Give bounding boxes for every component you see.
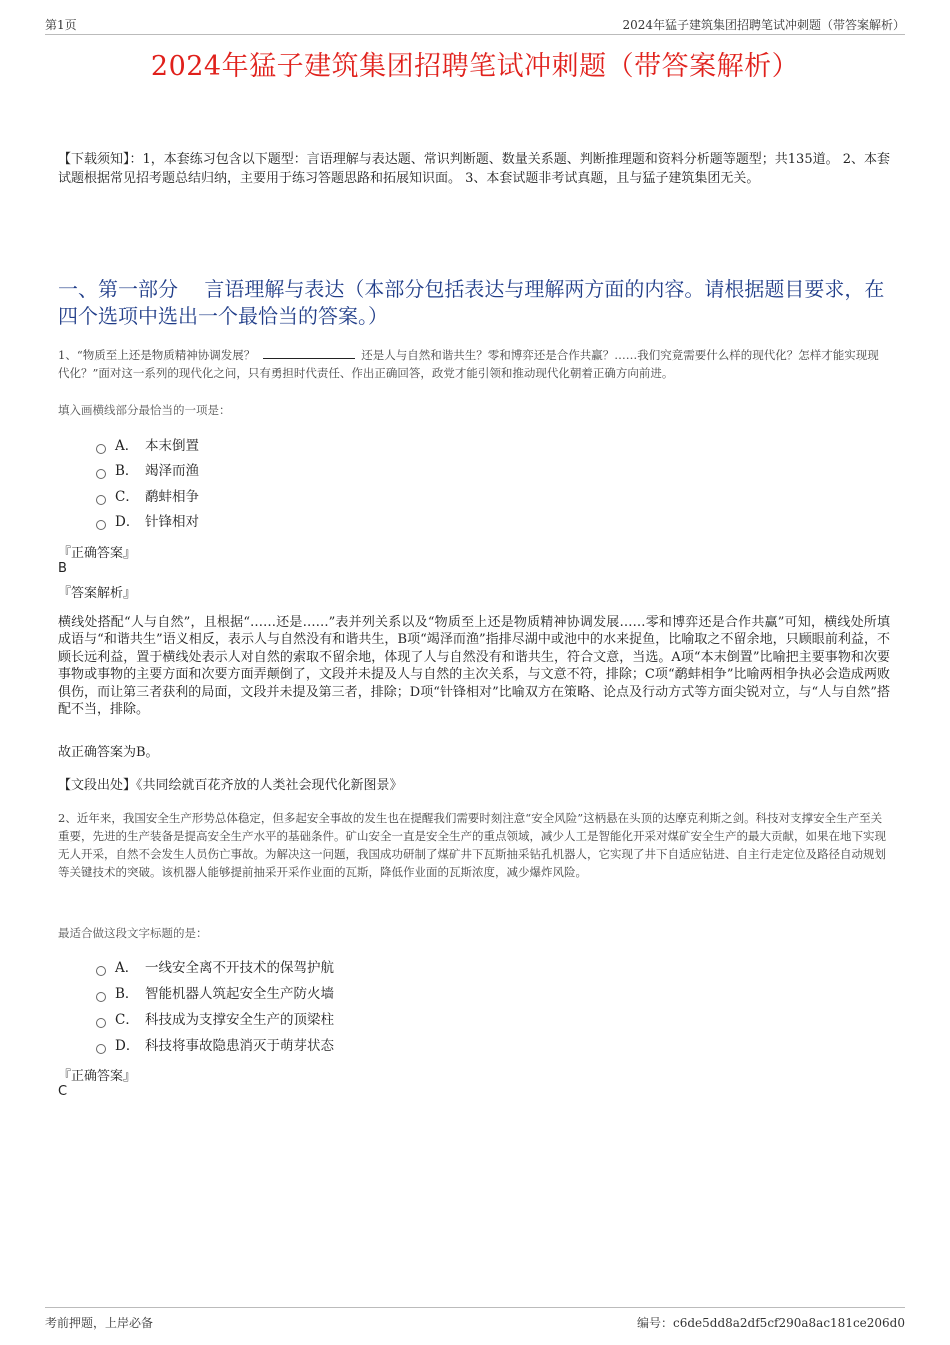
question-2-prompt: 最适合做这段文字标题的是： <box>58 926 208 940</box>
document-title: 2024年猛子建筑集团招聘笔试冲刺题（带答案解析） <box>150 51 800 82</box>
question-1-conclusion: 故正确答案为B。 <box>58 745 159 760</box>
radio-icon[interactable] <box>96 1018 106 1028</box>
footer-code: 编号：c6de5dd8a2df5cf290a8ac181ce206d0 <box>637 1316 905 1330</box>
question-2-option-c[interactable]: C． 科技成为支撑安全生产的顶梁柱 <box>96 1010 334 1030</box>
radio-icon[interactable] <box>96 520 106 530</box>
radio-icon[interactable] <box>96 992 106 1002</box>
question-1-analysis: 横线处搭配“人与自然”，且根据“……还是……”表并列关系以及“物质至上还是物质精神协调发展……零和博弈还是合作共赢”可知，横线处所填成语与“和谐共生”语义相反，表示人与自然没有和谐共生，B项“竭泽而渔”指排尽湖中或池中的水来捉鱼，比喻取之不留余地，只顾眼前利益，不顾长远利益，置于横线处表示人对自然的索取不留余地，体现了人与自然没有和谐共生，符合文意，当选。A项“本末倒置”比喻把主要事物和次要事物或事物的主要方面和次要方面弄颠倒了，文段并未提及人与自然的主次关系，与文意不符，排除；C项“鹬蚌相争”比喻两相争执必会造成两败俱伤，而让第三者获利的局面，文段并未提及第三者，排除；D项“针锋相对”比喻双方在策略、论点及行动方式等方面尖锐对立，与“人与自然”搭配不当，排除。 <box>58 615 890 718</box>
radio-icon[interactable] <box>96 444 106 454</box>
header-doc-title: 2024年猛子建筑集团招聘笔试冲刺题（带答案解析） <box>622 18 905 32</box>
question-1-text-part-a: 1、“物质至上还是物质精神协调发展？ <box>58 348 256 362</box>
question-1-text-part-b: 还是人与自然和谐共生？零和博弈还是合作共赢？……我们究竟需要什么样的现代化？怎样才能实现现代化？”面对这一系列的现代化之问，只有勇担时代责任、作出正确回答，政党才能引领和推动现代化朝着正确方向前进。 <box>58 348 879 380</box>
question-2-option-b[interactable]: B． 智能机器人筑起安全生产防火墙 <box>96 984 334 1004</box>
section-heading: 一、第一部分 言语理解与表达（本部分包括表达与理解两方面的内容。请根据题目要求，在四个选项中选出一个最恰当的答案。） <box>58 277 885 328</box>
radio-icon[interactable] <box>96 469 106 479</box>
footer-slogan: 考前押题，上岸必备 <box>45 1316 154 1330</box>
question-1-option-d[interactable]: D． 针锋相对 <box>96 512 199 532</box>
radio-icon[interactable] <box>96 966 106 976</box>
question-1-prompt: 填入画横线部分最恰当的一项是： <box>58 403 231 417</box>
question-1-option-c[interactable]: C． 鹬蚌相争 <box>96 487 199 507</box>
question-1-option-b[interactable]: B． 竭泽而渔 <box>96 461 199 481</box>
question-1-text <box>58 346 890 382</box>
question-2-option-d[interactable]: D． 科技将事故隐患消灭于萌芽状态 <box>96 1036 334 1056</box>
question-1-analysis-label: 『答案解析』 <box>58 586 137 601</box>
radio-icon[interactable] <box>96 1044 106 1054</box>
page-header <box>45 16 905 35</box>
question-2-text: 2、近年来，我国安全生产形势总体稳定，但多起安全事故的发生也在提醒我们需要时刻注意“安全风险”这柄悬在头顶的达摩克利斯之剑。科技对支撑安全生产至关重要，先进的生产装备是提高安全生产水平的基础条件。矿山安全一直是安全生产的重点领域，减少人工是智能化开采对煤矿安全生产的最大贡献，如果在地下实现无人开采，自然不会发生人员伤亡事故。为解决这一问题，我国成功研制了煤矿井下瓦斯抽采钻孔机器人，它实现了井下自适应钻进、自主行走定位及路径自动规划等关键技术的突破。该机器人能够提前抽采开采作业面的瓦斯，降低作业面的瓦斯浓度，减少爆炸风险。 <box>58 811 886 879</box>
question-2-answer-label: 『正确答案』 <box>58 1069 137 1084</box>
question-2-answer: C <box>58 1084 68 1099</box>
fill-blank <box>263 346 355 359</box>
download-notice: 【下载须知】：1，本套练习包含以下题型：言语理解与表达题、常识判断题、数量关系题、判断推理题和资料分析题等题型；共135道。 2、本套试题根据常见招考题总结归纳，主要用于练习答题思路和拓展知识面。 3、本套试题非考试真题，且与猛子建筑集团无关。 <box>58 152 890 186</box>
question-1-answer: B <box>58 561 67 576</box>
question-1-option-a[interactable]: A． 本末倒置 <box>96 436 199 456</box>
radio-icon[interactable] <box>96 495 106 505</box>
question-1-source: 【文段出处】《共同绘就百花齐放的人类社会现代化新图景》 <box>58 778 403 793</box>
page-number: 第1页 <box>45 18 77 32</box>
page-footer <box>45 1307 905 1332</box>
question-1-answer-label: 『正确答案』 <box>58 546 137 561</box>
question-2-option-a[interactable]: A． 一线安全离不开技术的保驾护航 <box>96 958 334 978</box>
